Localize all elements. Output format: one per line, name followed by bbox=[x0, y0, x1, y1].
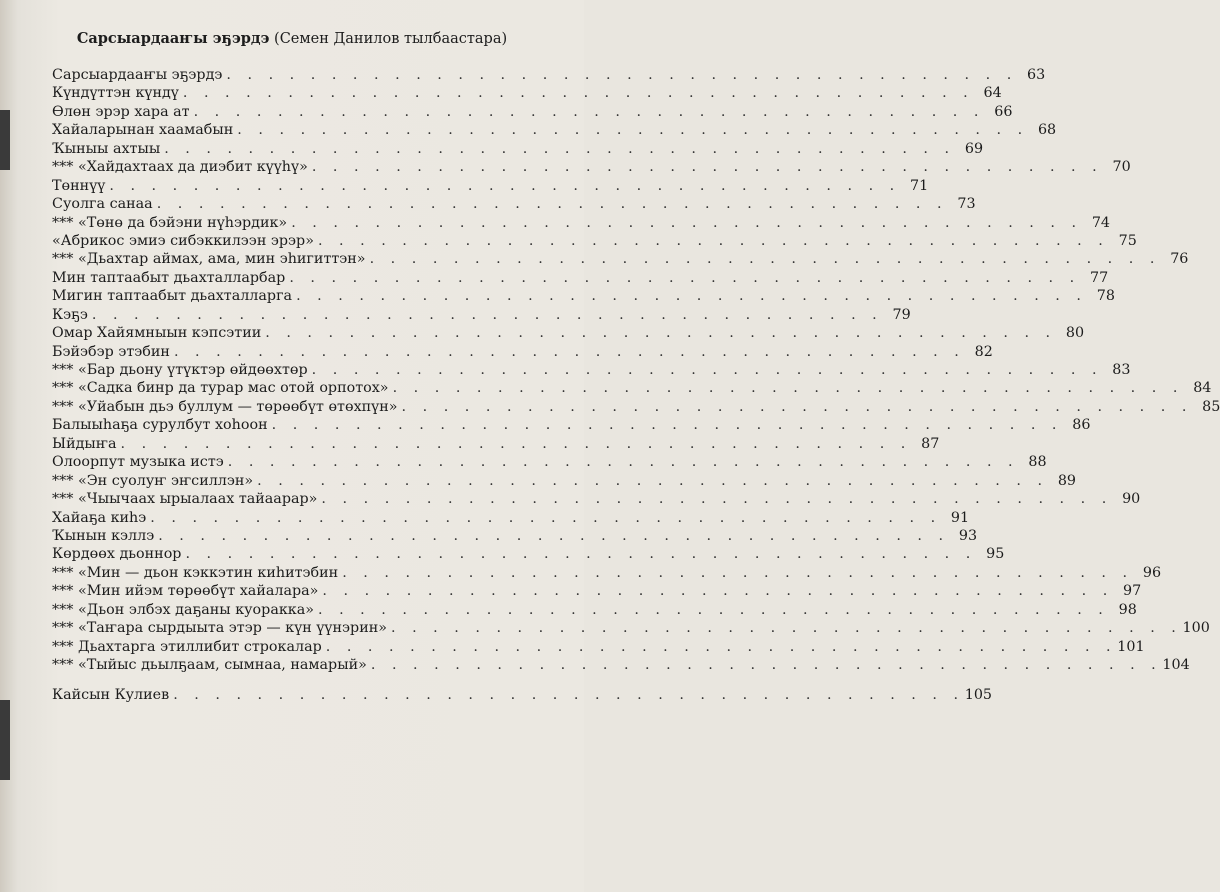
entry-title: *** «Мин ийэм төрөөбүт хайалара» bbox=[52, 583, 319, 600]
leader-dots: . . . . . . . . . . . . . . . . . . . . . . . . . . . . . . . . . . . . . . bbox=[237, 122, 1029, 139]
entry-page-number: 78 bbox=[1096, 288, 1115, 305]
toc-entry bbox=[52, 490, 1141, 508]
entry-title: «Абрикос эмиэ сибэккилээн эрэр» bbox=[52, 232, 314, 249]
leader-dots: . . . . . . . . . . . . . . . . . . . . . . . . . . . . . . . . . . . . . . bbox=[322, 583, 1114, 600]
entry-title: *** «Дьон элбэх даҕаны куоракка» bbox=[52, 601, 314, 618]
entry-title: Ыйдыҥа bbox=[52, 435, 117, 452]
entry-page-number: 97 bbox=[1123, 583, 1142, 600]
leader-dots: . . . . . . . . . . . . . . . . . . . . . . . . . . . . . . . . . . . . . . bbox=[158, 527, 950, 544]
entry-page-number: 98 bbox=[1118, 601, 1137, 618]
toc-entry bbox=[52, 527, 978, 545]
entry-title: Мигин таптаабыт дьахталларга bbox=[52, 288, 293, 305]
entry-page-number: 77 bbox=[1089, 269, 1109, 286]
entry-page-number: 84 bbox=[1193, 380, 1212, 397]
entry-page-number: 95 bbox=[986, 546, 1005, 563]
entry-page-number: 68 bbox=[1037, 122, 1057, 139]
leader-dots: . . . . . . . . . . . . . . . . . . . . . . . . . . . . . . . . . . . . . . bbox=[317, 232, 1109, 249]
leader-dots: . . . . . . . . . . . . . . . . . . . . . . . . . . . . . . . . . . . . . . bbox=[91, 306, 883, 323]
entry-title: *** «Бар дьону үтүктэр өйдөөхтөр bbox=[52, 362, 308, 378]
leader-dots: . . . . . . . . . . . . . . . . . . . . . . . . . . . . . . . . . . . . . . bbox=[227, 454, 1019, 471]
leader-dots: . . . . . . . . . . . . . . . . . . . . . . . . . . . . . . . . . . . . . . bbox=[109, 177, 901, 194]
leader-dots: . . . . . . . . . . . . . . . . . . . . . . . . . . . . . . . . . . . . . . bbox=[226, 67, 1018, 83]
toc-entry bbox=[52, 214, 1111, 232]
toc-entry bbox=[52, 232, 1137, 250]
entry-title: Хайаларынан хаамабын bbox=[52, 122, 234, 139]
toc-entry bbox=[52, 582, 1142, 600]
entry-title: Ҡыныы ахтыы bbox=[52, 140, 161, 157]
entry-page-number: 66 bbox=[994, 103, 1013, 120]
toc-entry bbox=[52, 250, 1189, 268]
entry-title: *** «Садка бинр да турар мас отой орпотох» bbox=[52, 380, 389, 397]
section-title bbox=[0, 30, 584, 47]
entry-title: Көрдөөх дьоннор bbox=[52, 546, 182, 563]
entry-title: Кэҕэ bbox=[52, 306, 88, 323]
entry-page-number: 79 bbox=[892, 306, 911, 323]
entry-page-number: 101 bbox=[1117, 638, 1145, 655]
entry-title: *** Дьахтарга этиллибит строкалар bbox=[52, 638, 322, 655]
toc-entry bbox=[52, 509, 970, 527]
toc-entry bbox=[52, 343, 993, 361]
leader-dots: . . . . . . . . . . . . . . . . . . . . . . . . . . . . . . . . . . . . . . bbox=[342, 564, 1134, 581]
leader-dots: . . . . . . . . . . . . . . . . . . . . . . . . . . . . . . . . . . . . . . bbox=[164, 140, 956, 157]
leader-dots: . . . . . . . . . . . . . . . . . . . . . . . . . . . . . . . . . . . . . . bbox=[120, 435, 912, 452]
toc-entry bbox=[52, 656, 1190, 674]
toc-entry bbox=[52, 453, 1047, 471]
entry-title: Өлөн эрэр хара ат bbox=[52, 103, 190, 120]
leader-dots: . . . . . . . . . . . . . . . . . . . . . . . . . . . . . . . . . . . . . . bbox=[257, 472, 1049, 489]
entry-title: Омар Хайямныын кэпсэтии bbox=[52, 325, 262, 342]
entry-page-number: 105 bbox=[964, 687, 993, 704]
entry-page-number: 86 bbox=[1072, 417, 1091, 434]
entry-page-number: 93 bbox=[958, 527, 978, 544]
entry-title: Суолга санаа bbox=[52, 196, 153, 213]
toc-entry bbox=[52, 177, 929, 195]
toc-entry bbox=[52, 158, 1131, 176]
binding-shadow bbox=[0, 700, 10, 780]
leader-dots: . . . . . . . . . . . . . . . . . . . . . . . . . . . . . . . . . . . . . . bbox=[289, 269, 1081, 286]
leader-dots: . . . . . . . . . . . . . . . . . . . . . . . . . . . . . . . . . . . . . . bbox=[265, 325, 1057, 342]
leader-dots: . . . . . . . . . . . . . . . . . . . . . . . . . . . . . . . . . . . . . . bbox=[311, 159, 1103, 176]
leader-dots: . . . . . . . . . . . . . . . . . . . . . . . . . . . . . . . . . . . . . . bbox=[173, 343, 965, 360]
entry-title: Хайаҕа киһэ bbox=[52, 509, 147, 526]
entry-page-number: 90 bbox=[1122, 491, 1141, 508]
entry-page-number: 70 bbox=[1112, 159, 1131, 176]
toc-entry bbox=[52, 103, 1013, 121]
leader-dots: . . . . . . . . . . . . . . . . . . . . . . . . . . . . . . . . . . . . . . bbox=[193, 103, 985, 120]
leader-dots: . . . . . . . . . . . . . . . . . . . . . . . . . . . . . . . . . . . . . . bbox=[369, 251, 1161, 268]
entry-title: Күндүттэн күндү bbox=[52, 85, 179, 102]
entry-page-number: 75 bbox=[1118, 232, 1137, 249]
entry-page-number: 83 bbox=[1112, 362, 1131, 378]
toc-entry bbox=[52, 324, 1085, 342]
toc-entry bbox=[52, 140, 984, 158]
entry-title: Ҡынын кэллэ bbox=[52, 527, 155, 544]
entry-title: Балыыһаҕа сурулбут хоһоон bbox=[52, 417, 268, 434]
toc-entry bbox=[52, 306, 911, 324]
entry-title: Кайсын Кулиев bbox=[52, 687, 170, 704]
section-title-bold: Сарсыардааҥы эҕэрдэ bbox=[76, 30, 270, 47]
entry-title: Сарсыардааҥы эҕэрдэ bbox=[52, 67, 223, 83]
entry-title: Бэйэбэр этэбин bbox=[52, 343, 170, 360]
entry-title: *** «Эн суолуҥ эҥсиллэн» bbox=[52, 472, 254, 489]
leader-dots: . . . . . . . . . . . . . . . . . . . . . . . . . . . . . . . . . . . . . . bbox=[182, 85, 974, 102]
toc-entry bbox=[52, 601, 1137, 619]
entry-page-number: 88 bbox=[1028, 454, 1047, 471]
leader-dots: . . . . . . . . . . . . . . . . . . . . . . . . . . . . . . . . . . . . . . bbox=[370, 657, 1162, 673]
toc-entry bbox=[52, 287, 1115, 305]
toc-entry bbox=[52, 361, 1131, 379]
entry-title: *** «Мин — дьон кэккэтин киһитэбин bbox=[52, 564, 339, 581]
entry-page-number: 82 bbox=[974, 343, 993, 360]
entry-page-number: 85 bbox=[1202, 398, 1220, 415]
entry-title: Олоорпут музыка истэ bbox=[52, 454, 224, 471]
toc-entry bbox=[52, 84, 1002, 102]
entry-page-number: 74 bbox=[1091, 214, 1111, 231]
entry-title: *** «Уйабын дьэ буллум — төрөөбүт өтөхпүн» bbox=[52, 398, 398, 415]
toc-entry bbox=[52, 66, 1046, 84]
leader-dots: . . . . . . . . . . . . . . . . . . . . . . . . . . . . . . . . . . . . . . bbox=[318, 601, 1109, 618]
leader-dots: . . . . . . . . . . . . . . . . . . . . . . . . . . . . . . . . . . . . . . bbox=[325, 638, 1117, 655]
entry-title: *** «Тыйыс дьылҕаам, сымнаа, намарый» bbox=[52, 657, 367, 673]
entry-page-number: 73 bbox=[957, 196, 976, 213]
toc-entry bbox=[52, 638, 1145, 656]
entry-title: *** «Хайдахтаах да диэбит күүһү» bbox=[52, 159, 308, 176]
leader-dots: . . . . . . . . . . . . . . . . . . . . . . . . . . . . . . . . . . . . . . bbox=[321, 491, 1113, 508]
entry-title: Төннүү bbox=[52, 177, 106, 194]
toc-entry bbox=[52, 195, 976, 213]
entry-page-number: 87 bbox=[921, 435, 940, 452]
leader-dots: . . . . . . . . . . . . . . . . . . . . . . . . . . . . . . . . . . . . . . bbox=[392, 380, 1184, 397]
entry-page-number: 63 bbox=[1027, 67, 1046, 83]
leader-dots: . . . . . . . . . . . . . . . . . . . . . . . . . . . . . . . . . . . . . . bbox=[185, 546, 977, 563]
toc-entry bbox=[52, 121, 1057, 139]
leader-dots: . . . . . . . . . . . . . . . . . . . . . . . . . . . . . . . . . . . . . . bbox=[391, 620, 1182, 637]
leader-dots: . . . . . . . . . . . . . . . . . . . . . . . . . . . . . . . . . . . . . . bbox=[296, 288, 1087, 305]
entry-page-number: 91 bbox=[950, 509, 970, 526]
entry-page-number: 104 bbox=[1162, 657, 1190, 673]
section-title-subtitle: (Семен Данилов тылбаастара) bbox=[274, 31, 508, 47]
entry-page-number: 64 bbox=[983, 85, 1002, 102]
leader-dots: . . . . . . . . . . . . . . . . . . . . . . . . . . . . . . . . . . . . . . bbox=[173, 687, 965, 704]
toc-entry bbox=[52, 686, 993, 704]
toc-entry bbox=[52, 619, 1210, 637]
entry-page-number: 89 bbox=[1057, 472, 1077, 489]
leader-dots: . . . . . . . . . . . . . . . . . . . . . . . . . . . . . . . . . . . . . . bbox=[271, 417, 1063, 434]
entry-title: *** «Таҥара сырдыыта этэр — күн үүнэрин» bbox=[52, 620, 387, 637]
entry-title: *** «Дьахтар аймах, ама, мин эһигиттэн» bbox=[52, 251, 366, 268]
entry-page-number: 71 bbox=[910, 177, 929, 194]
entry-page-number: 69 bbox=[964, 140, 984, 157]
toc-entry bbox=[52, 379, 1212, 397]
toc-entry bbox=[52, 564, 1162, 582]
leader-dots: . . . . . . . . . . . . . . . . . . . . . . . . . . . . . . . . . . . . . . bbox=[291, 214, 1083, 231]
entry-title: *** «Төнө да бэйэни нүһэрдик» bbox=[52, 214, 288, 231]
leader-dots: . . . . . . . . . . . . . . . . . . . . . . . . . . . . . . . . . . . . . . bbox=[156, 196, 948, 213]
entry-page-number: 96 bbox=[1142, 564, 1162, 581]
entry-title: Мин таптаабыт дьахталларбар bbox=[52, 269, 286, 286]
toc-entry bbox=[52, 435, 940, 453]
table-of-contents bbox=[52, 66, 1220, 705]
entry-title: *** «Чыычаах ырыалаах тайаарар» bbox=[52, 491, 318, 508]
binding-shadow bbox=[0, 110, 10, 170]
toc-entry bbox=[52, 545, 1005, 563]
entry-page-number: 76 bbox=[1170, 251, 1189, 268]
leader-dots: . . . . . . . . . . . . . . . . . . . . . . . . . . . . . . . . . . . . . . bbox=[311, 362, 1103, 378]
entry-page-number: 80 bbox=[1065, 325, 1085, 342]
toc-entry bbox=[52, 472, 1077, 490]
section-spacer bbox=[52, 674, 522, 686]
leader-dots: . . . . . . . . . . . . . . . . . . . . . . . . . . . . . . . . . . . . . . bbox=[401, 398, 1193, 415]
entry-page-number: 100 bbox=[1182, 620, 1210, 637]
toc-entry bbox=[52, 416, 1091, 434]
toc-entry bbox=[52, 269, 1109, 287]
toc-entry bbox=[52, 398, 1220, 416]
leader-dots: . . . . . . . . . . . . . . . . . . . . . . . . . . . . . . . . . . . . . . bbox=[150, 509, 942, 526]
